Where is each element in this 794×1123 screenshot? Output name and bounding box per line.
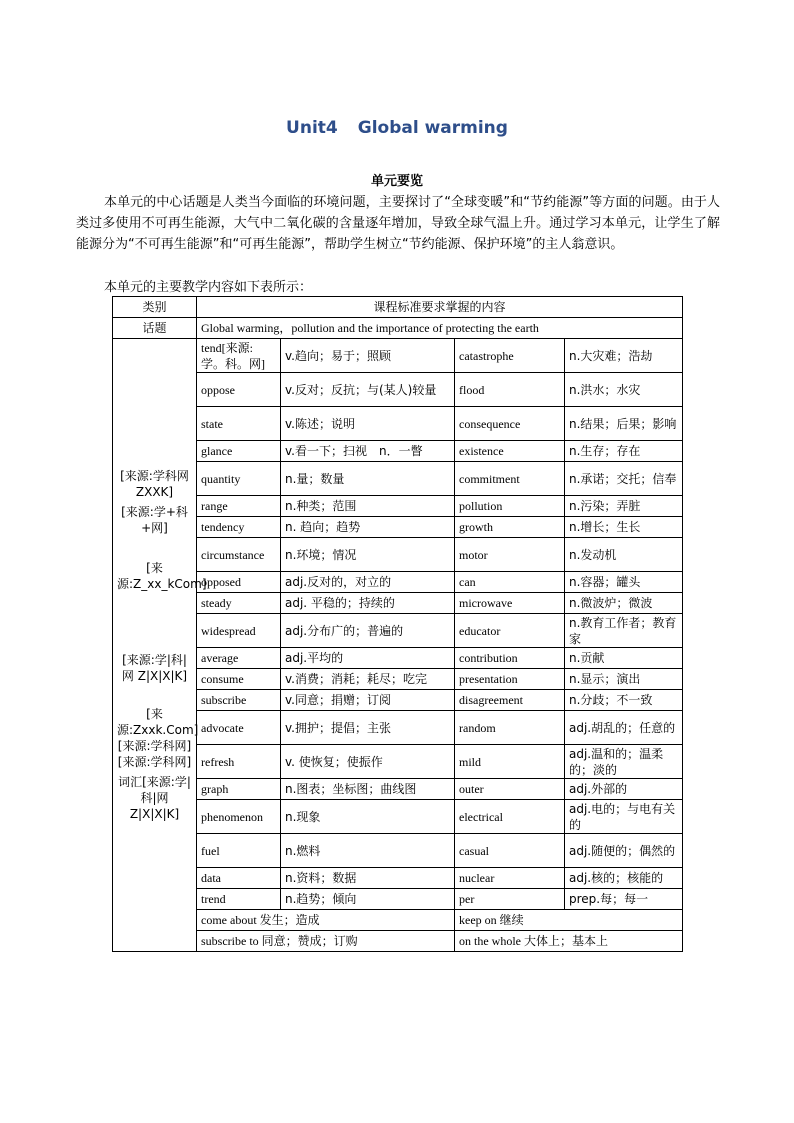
vocab-word: state [197, 407, 281, 441]
vocab-meaning: n.种类；范围 [281, 496, 455, 517]
vocab-meaning: v.反对；反抗；与(某人)较量 [281, 373, 455, 407]
phrase-entry: on the whole 大体上；基本上 [455, 931, 683, 952]
table-row [113, 593, 683, 614]
vocab-meaning: n.洪水；水灾 [565, 373, 683, 407]
vocab-word: average [197, 648, 281, 669]
unit-number: Unit4 [286, 118, 338, 138]
vocab-meaning: n.结果；后果；影响 [565, 407, 683, 441]
table-row [113, 669, 683, 690]
category-source-line: [来源:学+科+网] [121, 505, 188, 535]
vocab-word: tendency [197, 517, 281, 538]
vocab-word: outer [455, 779, 565, 800]
phrase-row [113, 931, 683, 952]
vocab-word: oppose [197, 373, 281, 407]
phrase-entry: come about 发生；造成 [197, 910, 455, 931]
vocab-word: consequence [455, 407, 565, 441]
header-content: 课程标准要求掌握的内容 [197, 297, 683, 318]
vocab-meaning: v.趋向；易于；照顾 [281, 339, 455, 373]
category-source-line: [来源:学科网] [117, 755, 192, 769]
vocab-meaning: n.贡献 [565, 648, 683, 669]
vocab-meaning: adj.随便的；偶然的 [565, 834, 683, 868]
table-row [113, 517, 683, 538]
vocab-word: growth [455, 517, 565, 538]
vocab-meaning: n.图表；坐标图；曲线图 [281, 779, 455, 800]
vocab-meaning: n.发动机 [565, 538, 683, 572]
vocab-word: tend[来源:学。科。网] [197, 339, 281, 373]
vocab-meaning: adj.平均的 [281, 648, 455, 669]
vocab-meaning: n.承诺；交托；信奉 [565, 462, 683, 496]
vocab-meaning: n.增长；生长 [565, 517, 683, 538]
vocab-meaning: adj.电的；与电有关的 [565, 800, 683, 834]
vocab-meaning: n.分歧；不一致 [565, 690, 683, 711]
table-row [113, 800, 683, 834]
unit-name: Global warming [357, 118, 508, 138]
vocab-word: opposed [197, 572, 281, 593]
vocab-word: consume [197, 669, 281, 690]
header-category: 类别 [113, 297, 197, 318]
intro-paragraph: 本单元的中心话题是人类当今面临的环境问题，主要探讨了“全球变暖”和“节约能源”等方面的问题。由于人类过多使用不可再生能源，大气中二氧化碳的含量逐年增加，导致全球气温上升。通过学习本单元，让学生了解能源分为“不可再生能源”和“可再生能源”，帮助学生树立“节约能源、保护环境”的主人翁意识。 [76, 195, 720, 252]
table-row [113, 711, 683, 745]
vocab-word: trend [197, 889, 281, 910]
vocab-word: phenomenon [197, 800, 281, 834]
vocab-word: commitment [455, 462, 565, 496]
vocab-meaning: n.趋势；倾向 [281, 889, 455, 910]
table-row [113, 496, 683, 517]
vocab-word: nuclear [455, 868, 565, 889]
vocab-meaning: n.资料；数据 [281, 868, 455, 889]
table-row [113, 868, 683, 889]
table-row [113, 889, 683, 910]
vocab-word: subscribe [197, 690, 281, 711]
vocab-word: catastrophe [455, 339, 565, 373]
vocab-word: fuel [197, 834, 281, 868]
overview-heading: 单元要览 [370, 174, 423, 189]
vocab-meaning: n.生存；存在 [565, 441, 683, 462]
vocab-meaning: n.微波炉；微波 [565, 593, 683, 614]
vocab-word: educator [455, 614, 565, 648]
vocab-meaning: n.教育工作者；教育家 [565, 614, 683, 648]
topic-label: 话题 [113, 318, 197, 339]
vocab-word: per [455, 889, 565, 910]
vocab-meaning: n.量；数量 [281, 462, 455, 496]
vocab-word: pollution [455, 496, 565, 517]
vocab-meaning: n.容器；罐头 [565, 572, 683, 593]
vocab-meaning: v.同意；捐赠；订阅 [281, 690, 455, 711]
vocab-meaning: n.显示；演出 [565, 669, 683, 690]
topic-row [113, 318, 683, 339]
table-row [113, 648, 683, 669]
vocab-word: random [455, 711, 565, 745]
phrase-entry: subscribe to 同意；赞成；订购 [197, 931, 455, 952]
vocab-word: steady [197, 593, 281, 614]
vocab-word: circumstance [197, 538, 281, 572]
table-row [113, 745, 683, 779]
table-row [113, 462, 683, 496]
vocab-word: range [197, 496, 281, 517]
vocab-meaning: adj. 平稳的；持续的 [281, 593, 455, 614]
vocab-meaning: v.消费；消耗；耗尽；吃完 [281, 669, 455, 690]
vocab-meaning: n.燃料 [281, 834, 455, 868]
vocab-meaning: n.污染；弄脏 [565, 496, 683, 517]
table-row [113, 373, 683, 407]
category-source-line: [来源:学科网 ZXXK] [120, 469, 189, 499]
vocab-word: quantity [197, 462, 281, 496]
vocab-word: disagreement [455, 690, 565, 711]
vocab-meaning: prep.每；每一 [565, 889, 683, 910]
vocab-word: graph [197, 779, 281, 800]
vocab-word: electrical [455, 800, 565, 834]
table-lead: 本单元的主要教学内容如下表所示： [104, 280, 313, 295]
header-row [113, 297, 683, 318]
vocab-meaning: v. 使恢复；使振作 [281, 745, 455, 779]
vocab-table [112, 296, 683, 952]
category-source-line: [来源:学|科|网 Z|X|X|K] [121, 653, 188, 683]
phrase-entry: keep on 继续 [455, 910, 683, 931]
vocab-meaning: adj.胡乱的；任意的 [565, 711, 683, 745]
vocab-word: flood [455, 373, 565, 407]
table-row [113, 339, 683, 373]
vocab-word: widespread [197, 614, 281, 648]
vocab-meaning: adj.分布广的；普遍的 [281, 614, 455, 648]
table-row [113, 538, 683, 572]
category-source-line: [来源:Zxxk.Com][来源:学科网] [117, 707, 199, 753]
vocab-word: data [197, 868, 281, 889]
vocab-word: glance [197, 441, 281, 462]
vocab-meaning: adj.外部的 [565, 779, 683, 800]
vocab-meaning: v.拥护；提倡；主张 [281, 711, 455, 745]
phrase-row [113, 910, 683, 931]
vocab-word: contribution [455, 648, 565, 669]
vocab-word: advocate [197, 711, 281, 745]
table-row [113, 690, 683, 711]
vocab-meaning: n.现象 [281, 800, 455, 834]
unit-title [0, 118, 794, 138]
vocab-meaning: n.大灾难；浩劫 [565, 339, 683, 373]
table-row [113, 614, 683, 648]
category-cell [113, 339, 207, 952]
vocab-meaning: n.环境；情况 [281, 538, 455, 572]
vocab-meaning: adj.核的；核能的 [565, 868, 683, 889]
category-source-line: 词汇[来源:学|科|网 Z|X|X|K] [118, 775, 191, 821]
vocab-word: casual [455, 834, 565, 868]
vocab-meaning: adj.反对的，对立的 [281, 572, 455, 593]
vocab-word: motor [455, 538, 565, 572]
vocab-meaning: v.看一下；扫视 n．一瞥 [281, 441, 455, 462]
vocab-meaning: v.陈述；说明 [281, 407, 455, 441]
vocab-word: refresh [197, 745, 281, 779]
table-row [113, 441, 683, 462]
table-row [113, 407, 683, 441]
vocab-word: mild [455, 745, 565, 779]
vocab-word: microwave [455, 593, 565, 614]
table-row [113, 779, 683, 800]
table-row [113, 834, 683, 868]
vocab-meaning: adj.温和的；温柔的；淡的 [565, 745, 683, 779]
vocab-meaning: n. 趋向；趋势 [281, 517, 455, 538]
topic-text: Global warming，pollution and the importance of protecting the earth [197, 318, 683, 339]
vocab-word: presentation [455, 669, 565, 690]
category-source-line: [来源:Z_xx_kCom] [117, 561, 207, 591]
vocab-word: can [455, 572, 565, 593]
vocab-word: existence [455, 441, 565, 462]
